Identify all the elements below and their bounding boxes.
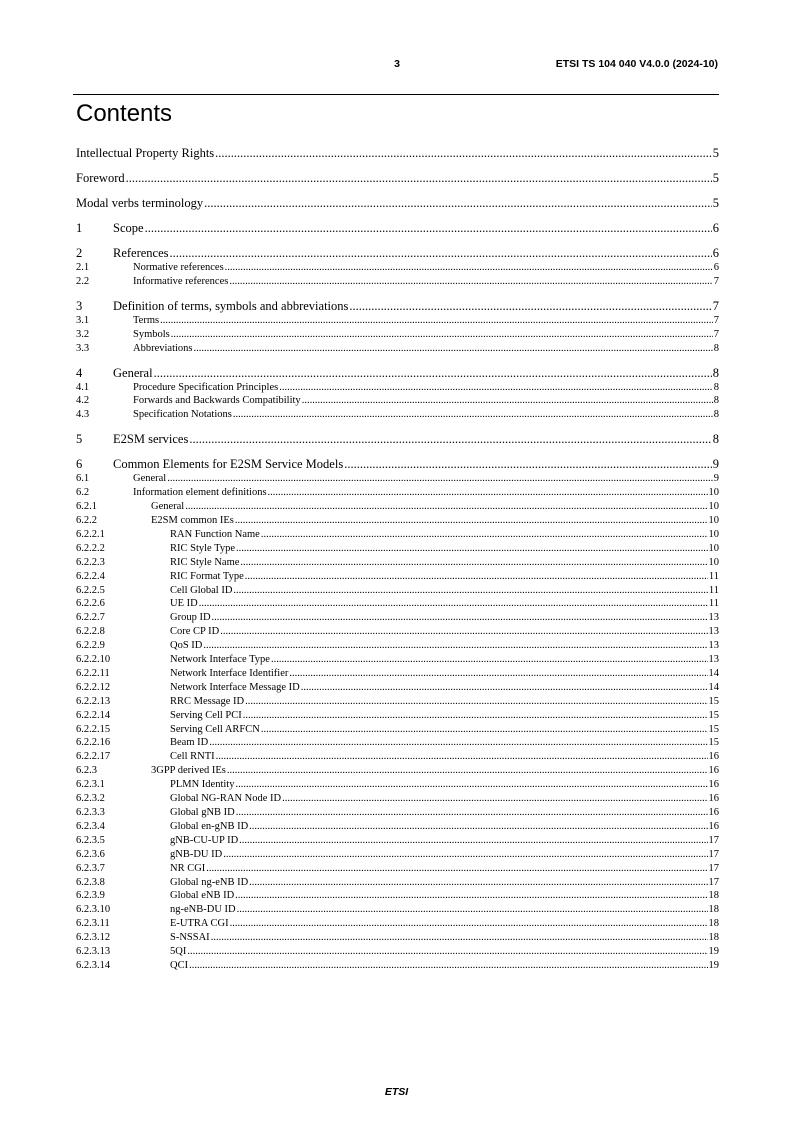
toc-dot-leader [302, 394, 713, 408]
toc-dot-leader [236, 542, 708, 556]
toc-entry-title[interactable]: Symbols [133, 328, 170, 340]
toc-entry-page[interactable]: 13 [708, 654, 719, 666]
toc-entry-number: 2.1 [76, 262, 90, 273]
toc-entry-page[interactable]: 15 [708, 709, 719, 721]
toc-dot-leader [245, 695, 707, 709]
toc-dot-leader [271, 653, 708, 667]
toc-dot-leader [239, 834, 707, 848]
toc-entry[interactable] [76, 456, 719, 472]
toc-entry[interactable] [76, 472, 719, 486]
toc-dot-leader [233, 584, 707, 598]
toc-entry-number: 6.2.3.1 [76, 779, 105, 791]
toc-entry-page[interactable]: 10 [708, 556, 719, 568]
toc-entry-title[interactable]: 5QI [170, 946, 187, 958]
toc-entry[interactable] [76, 750, 719, 764]
toc-entry[interactable] [76, 394, 719, 408]
toc-dot-leader [230, 917, 708, 931]
toc-entry-number: 6.2.3.3 [76, 807, 105, 818]
toc-entry-number: 4.2 [76, 395, 90, 407]
toc-entry-page[interactable]: 14 [708, 681, 719, 693]
toc-entry-title[interactable]: Global gNB ID [170, 807, 235, 818]
toc-dot-leader [268, 486, 708, 500]
toc-entry-page[interactable]: 6 [713, 262, 719, 273]
toc-dot-leader [225, 261, 713, 275]
toc-entry-number: 6.2.2 [76, 514, 97, 526]
toc-entry-title[interactable]: Global ng-eNB ID [170, 876, 249, 888]
toc-dot-leader [223, 848, 707, 862]
toc-dot-leader [236, 806, 708, 820]
toc-entry-title[interactable]: Cell Global ID [170, 584, 233, 596]
toc-dot-leader [199, 597, 708, 611]
toc-entry-number: 6.2.2.1 [76, 528, 105, 540]
toc-entry[interactable] [76, 486, 719, 500]
toc-entry[interactable] [76, 542, 719, 556]
toc-entry[interactable] [76, 820, 719, 834]
toc-entry[interactable] [76, 245, 719, 261]
toc-entry[interactable] [76, 170, 719, 186]
toc-entry-title[interactable]: Network Interface Message ID [170, 681, 300, 693]
toc-entry-page[interactable]: 8 [713, 381, 719, 393]
toc-dot-leader [301, 681, 708, 695]
toc-dot-leader [261, 723, 708, 737]
toc-entry[interactable] [76, 792, 719, 806]
toc-entry-number: 6.2.3 [76, 765, 97, 777]
toc-entry-title[interactable]: Group ID [170, 612, 211, 624]
toc-entry-title[interactable]: General [151, 501, 185, 513]
toc-entry-title[interactable]: Global eNB ID [170, 890, 235, 902]
toc-dot-leader [203, 639, 707, 653]
toc-dot-leader [187, 945, 707, 959]
toc-entry-title[interactable]: UE ID [170, 598, 198, 610]
toc-entry-title[interactable]: RRC Message ID [170, 695, 245, 707]
toc-entry[interactable] [76, 848, 719, 862]
toc-entry-page[interactable]: 15 [708, 695, 719, 707]
toc-entry-page[interactable]: 8 [712, 432, 719, 447]
toc-entry-title[interactable]: Forwards and Backwards Compatibility [133, 395, 301, 407]
toc-entry[interactable] [76, 408, 719, 422]
toc-entry-number: 3.1 [76, 314, 90, 326]
toc-entry-number: 6.2.3.13 [76, 946, 111, 958]
toc-entry-page[interactable]: 18 [708, 904, 719, 916]
toc-entry-number: 6.2.3.10 [76, 904, 111, 916]
toc-entry-number: 6 [76, 457, 83, 472]
toc-entry-page[interactable]: 8 [713, 395, 719, 407]
toc-entry[interactable] [76, 298, 719, 314]
toc-entry[interactable] [76, 195, 719, 211]
toc-entry[interactable] [76, 806, 719, 820]
toc-entry-page[interactable]: 18 [708, 918, 719, 930]
toc-entry-title[interactable]: QCI [170, 959, 189, 971]
toc-entry-page[interactable]: 17 [708, 862, 719, 874]
toc-entry-page[interactable]: 16 [708, 807, 719, 818]
toc-entry-title[interactable]: E-UTRA CGI [170, 918, 229, 930]
toc-entry-number: 6.2.3.7 [76, 862, 105, 874]
toc-entry-title[interactable]: Information element definitions [133, 487, 267, 499]
toc-entry-page[interactable]: 15 [708, 737, 719, 749]
toc-entry[interactable] [76, 625, 719, 639]
toc-entry-title[interactable]: Network Interface Identifier [170, 667, 289, 679]
toc-entry-page[interactable]: 17 [708, 876, 719, 888]
toc-entry-title[interactable]: PLMN Identity [170, 779, 235, 791]
toc-entry-number: 6.2.2.11 [76, 667, 110, 679]
toc-entry-title[interactable]: Intellectual Property Rights [76, 146, 215, 160]
toc-entry-page[interactable]: 5 [712, 171, 719, 185]
toc-entry-page[interactable]: 16 [708, 779, 719, 791]
toc-entry-title[interactable]: Specification Notations [133, 409, 232, 421]
toc-entry-page[interactable]: 8 [713, 409, 719, 421]
toc-entry[interactable] [76, 834, 719, 848]
toc-entry-title[interactable]: General [113, 365, 153, 380]
toc-entry-title[interactable]: Serving Cell PCI [170, 709, 242, 721]
toc-dot-leader [235, 889, 707, 903]
toc-dot-leader [227, 764, 708, 778]
toc-entry-page[interactable]: 19 [708, 959, 719, 971]
toc-entry-page[interactable]: 8 [712, 365, 719, 380]
toc-entry-number: 6.2.2.16 [76, 737, 111, 749]
toc-entry[interactable] [76, 959, 719, 973]
toc-entry-title[interactable]: E2SM common IEs [151, 514, 234, 526]
document-id: ETSI TS 104 040 V4.0.0 (2024-10) [555, 58, 718, 70]
toc-entry-title[interactable]: RIC Style Name [170, 556, 240, 568]
toc-dot-leader [126, 170, 712, 186]
toc-entry-title[interactable]: ng-eNB-DU ID [170, 904, 236, 916]
toc-entry-page[interactable]: 16 [708, 793, 719, 805]
toc-entry-number: 5 [76, 432, 83, 447]
toc-entry[interactable] [76, 261, 719, 275]
toc-entry[interactable] [76, 639, 719, 653]
toc-entry-number: 6.2.3.8 [76, 876, 105, 888]
toc-entry-title[interactable]: Common Elements for E2SM Service Models [113, 457, 344, 472]
toc-entry-number: 3.3 [76, 342, 90, 354]
toc-dot-leader [212, 611, 708, 625]
toc-entry-number: 6.2.2.5 [76, 584, 105, 596]
toc-entry-number: 4.1 [76, 381, 90, 393]
toc-entry-title[interactable]: Foreword [76, 171, 125, 185]
toc-dot-leader [282, 792, 707, 806]
toc-entry[interactable] [76, 862, 719, 876]
toc-dot-leader [229, 275, 712, 289]
toc-entry-page[interactable]: 9 [713, 473, 719, 485]
toc-entry[interactable] [76, 145, 719, 161]
toc-entry-page[interactable]: 9 [712, 457, 719, 472]
toc-dot-leader [235, 778, 707, 792]
toc-entry-page[interactable]: 7 [712, 298, 719, 313]
toc-entry-page[interactable]: 10 [708, 514, 719, 526]
toc-entry-page[interactable]: 14 [708, 667, 719, 679]
toc-entry-number: 6.2.2.8 [76, 626, 105, 638]
toc-entry-page[interactable]: 10 [708, 501, 719, 513]
toc-entry-title[interactable]: Modal verbs terminology [76, 196, 204, 210]
toc-dot-leader [243, 709, 708, 723]
toc-entry-page[interactable]: 15 [708, 723, 719, 735]
toc-entry[interactable] [76, 328, 719, 342]
toc-entry[interactable] [76, 500, 719, 514]
toc-dot-leader [245, 570, 708, 584]
toc-entry-number: 6.2.2.12 [76, 681, 111, 693]
toc-entry-number: 4 [76, 365, 83, 380]
page-number: 3 [394, 58, 400, 70]
toc-entry-title[interactable]: References [113, 246, 169, 260]
toc-entry-page[interactable]: 6 [712, 221, 719, 235]
toc-dot-leader [237, 903, 708, 917]
toc-entry[interactable] [76, 931, 719, 945]
toc-dot-leader [170, 245, 712, 261]
toc-entry-title[interactable]: Informative references [133, 275, 229, 287]
toc-dot-leader [215, 145, 712, 161]
toc-entry[interactable] [76, 556, 719, 570]
toc-entry-number: 6.2.2.6 [76, 598, 105, 610]
toc-entry[interactable] [76, 736, 719, 750]
toc-entry[interactable] [76, 681, 719, 695]
toc-entry[interactable] [76, 917, 719, 931]
toc-entry-number: 1 [76, 221, 83, 235]
toc-entry[interactable] [76, 653, 719, 667]
table-of-contents [76, 145, 719, 973]
toc-entry-page[interactable]: 10 [708, 528, 719, 540]
toc-entry-page[interactable]: 11 [708, 584, 719, 596]
toc-entry-number: 6.2.2.4 [76, 570, 105, 582]
toc-entry-page[interactable]: 7 [713, 314, 719, 326]
toc-entry[interactable] [76, 220, 719, 236]
toc-entry-number: 6.2.2.14 [76, 709, 111, 721]
toc-entry-title[interactable]: Core CP ID [170, 626, 220, 638]
toc-entry-title[interactable]: Cell RNTI [170, 751, 215, 763]
toc-dot-leader [249, 876, 707, 890]
toc-entry[interactable] [76, 584, 719, 598]
toc-entry-number: 6.2.2.7 [76, 612, 105, 624]
toc-dot-leader [167, 472, 713, 486]
toc-dot-leader [240, 556, 707, 570]
toc-entry-page[interactable]: 11 [708, 598, 719, 610]
toc-entry[interactable] [76, 778, 719, 792]
toc-entry-title[interactable]: Procedure Specification Principles [133, 381, 279, 393]
toc-entry-number: 6.2.2.10 [76, 654, 111, 666]
toc-entry[interactable] [76, 764, 719, 778]
toc-entry-title[interactable]: gNB-CU-UP ID [170, 834, 239, 846]
toc-entry[interactable] [76, 903, 719, 917]
toc-dot-leader [279, 381, 713, 395]
toc-dot-leader [154, 365, 712, 381]
toc-entry-number: 6.2.3.11 [76, 918, 110, 930]
toc-entry[interactable] [76, 365, 719, 381]
toc-entry-title[interactable]: E2SM services [113, 432, 189, 447]
toc-entry-title[interactable]: Global en-gNB ID [170, 820, 249, 832]
toc-entry-page[interactable]: 13 [708, 612, 719, 624]
toc-entry-title[interactable]: Terms [133, 314, 160, 326]
toc-entry-number: 6.2.2.3 [76, 556, 105, 568]
toc-entry-title[interactable]: Scope [113, 221, 144, 235]
toc-dot-leader [235, 514, 708, 528]
toc-entry-number: 6.2.2.9 [76, 640, 105, 652]
toc-entry-number: 6.2 [76, 487, 90, 499]
toc-entry-number: 6.2.2.17 [76, 751, 111, 763]
toc-entry-page[interactable]: 13 [708, 626, 719, 638]
toc-entry-page[interactable]: 18 [708, 932, 719, 944]
toc-entry-number: 6.2.3.4 [76, 820, 105, 832]
toc-entry[interactable] [76, 275, 719, 289]
toc-entry-title[interactable]: General [133, 473, 167, 485]
toc-entry-title[interactable]: gNB-DU ID [170, 848, 223, 860]
toc-entry-title[interactable]: Beam ID [170, 737, 209, 749]
toc-entry[interactable] [76, 381, 719, 395]
toc-dot-leader [211, 931, 708, 945]
toc-dot-leader [185, 500, 707, 514]
toc-entry-title[interactable]: S-NSSAI [170, 932, 210, 944]
toc-entry-number: 6.2.3.14 [76, 959, 111, 971]
toc-entry-number: 6.2.3.12 [76, 932, 111, 944]
toc-entry-number: 6.2.3.9 [76, 890, 105, 902]
toc-entry-title[interactable]: Network Interface Type [170, 654, 270, 666]
toc-entry-title[interactable]: NR CGI [170, 862, 206, 874]
toc-entry-page[interactable]: 17 [708, 834, 719, 846]
toc-entry-number: 6.2.2.15 [76, 723, 111, 735]
toc-entry-page[interactable]: 17 [708, 848, 719, 860]
toc-entry-page[interactable]: 19 [708, 946, 719, 958]
toc-entry[interactable] [76, 889, 719, 903]
toc-entry[interactable] [76, 709, 719, 723]
toc-entry-number: 6.2.3.2 [76, 793, 105, 805]
toc-entry-number: 2.2 [76, 275, 90, 287]
toc-entry-number: 4.3 [76, 409, 90, 421]
toc-entry[interactable] [76, 314, 719, 328]
toc-entry-page[interactable]: 7 [713, 275, 719, 287]
toc-entry[interactable] [76, 597, 719, 611]
toc-entry-page[interactable]: 8 [713, 342, 719, 354]
toc-dot-leader [189, 959, 707, 973]
toc-entry-page[interactable]: 16 [708, 751, 719, 763]
toc-entry[interactable] [76, 514, 719, 528]
toc-dot-leader [204, 195, 712, 211]
toc-entry-title[interactable]: Abbreviations [133, 342, 193, 354]
toc-entry[interactable] [76, 431, 719, 447]
toc-dot-leader [289, 667, 707, 681]
toc-entry-page[interactable]: 13 [708, 640, 719, 652]
toc-entry-number: 6.2.3.6 [76, 848, 105, 860]
toc-entry-number: 6.2.3.5 [76, 834, 105, 846]
toc-entry[interactable] [76, 342, 719, 356]
toc-dot-leader [209, 736, 707, 750]
toc-dot-leader [249, 820, 707, 834]
toc-entry-title[interactable]: QoS ID [170, 640, 203, 652]
toc-dot-leader [206, 862, 707, 876]
toc-dot-leader [349, 298, 711, 314]
toc-dot-leader [216, 750, 708, 764]
toc-entry-page[interactable]: 6 [712, 246, 719, 260]
footer-publisher: ETSI [384, 1086, 409, 1098]
toc-entry[interactable] [76, 876, 719, 890]
toc-dot-leader [220, 625, 707, 639]
toc-entry-number: 6.1 [76, 473, 90, 485]
toc-dot-leader [189, 431, 711, 447]
page-title: Contents [76, 100, 173, 127]
header-rule [73, 94, 719, 95]
toc-entry-number: 6.2.1 [76, 501, 97, 513]
toc-entry-page[interactable]: 18 [708, 890, 719, 902]
toc-entry-number: 3 [76, 298, 83, 313]
toc-entry-title[interactable]: Serving Cell ARFCN [170, 723, 260, 735]
toc-entry-page[interactable]: 11 [708, 570, 719, 582]
toc-entry-title[interactable]: Global NG-RAN Node ID [170, 793, 282, 805]
toc-entry-page[interactable]: 5 [712, 146, 719, 160]
toc-dot-leader [145, 220, 712, 236]
toc-entry[interactable] [76, 723, 719, 737]
toc-entry-number: 6.2.2.2 [76, 542, 105, 554]
toc-entry-title[interactable]: Definition of terms, symbols and abbreviations [113, 298, 349, 313]
toc-dot-leader [194, 342, 713, 356]
toc-entry-title[interactable]: RIC Style Type [170, 542, 235, 554]
toc-entry-number: 3.2 [76, 328, 90, 340]
toc-entry-page[interactable]: 5 [712, 196, 719, 210]
toc-entry-page[interactable]: 16 [708, 820, 719, 832]
toc-entry-page[interactable]: 7 [713, 328, 719, 340]
toc-dot-leader [233, 408, 713, 422]
toc-entry-page[interactable]: 16 [708, 765, 719, 777]
toc-entry-title[interactable]: RAN Function Name [170, 528, 260, 540]
toc-entry[interactable] [76, 695, 719, 709]
toc-entry[interactable] [76, 667, 719, 681]
toc-entry[interactable] [76, 570, 719, 584]
toc-entry[interactable] [76, 528, 719, 542]
toc-dot-leader [261, 528, 708, 542]
toc-entry-title[interactable]: RIC Format Type [170, 570, 244, 582]
toc-entry-page[interactable]: 10 [708, 487, 719, 499]
toc-dot-leader [344, 456, 712, 472]
toc-entry-number: 2 [76, 246, 83, 260]
toc-entry-number: 6.2.2.13 [76, 695, 111, 707]
toc-entry-page[interactable]: 10 [708, 542, 719, 554]
toc-entry[interactable] [76, 611, 719, 625]
toc-entry-title[interactable]: 3GPP derived IEs [151, 765, 226, 777]
toc-entry[interactable] [76, 945, 719, 959]
toc-dot-leader [171, 328, 713, 342]
toc-entry-title[interactable]: Normative references [133, 262, 224, 273]
toc-dot-leader [160, 314, 713, 328]
